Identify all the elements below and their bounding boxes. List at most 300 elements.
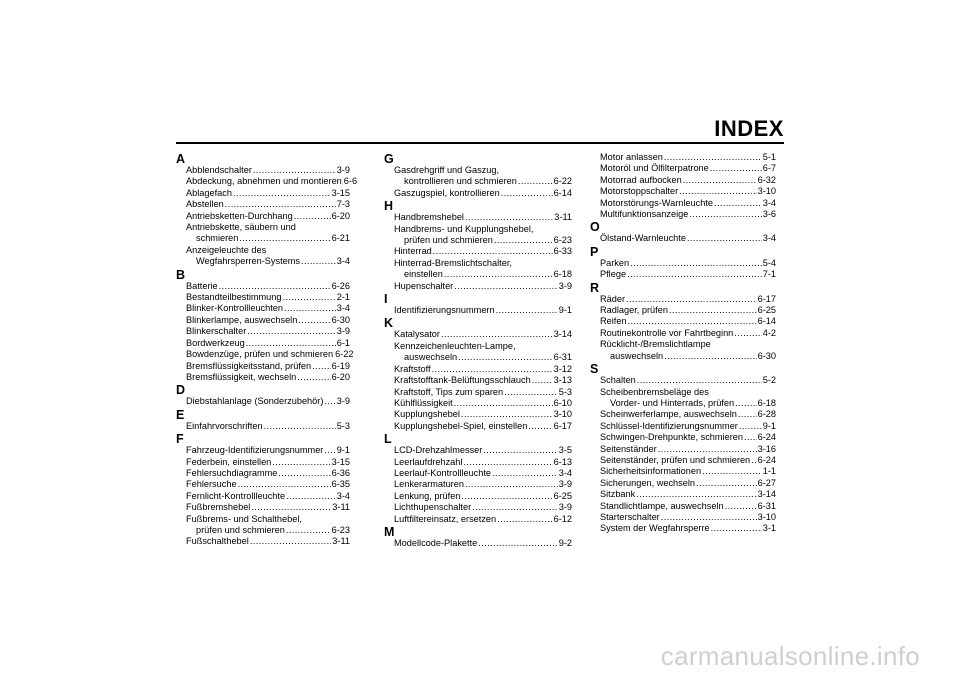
index-entry[interactable]	[600, 233, 776, 244]
index-entry-text: Gaszugspiel, kontrollieren	[394, 187, 500, 198]
index-entry-text: Ölstand-Warnleuchte	[600, 233, 686, 244]
dot-leader	[472, 502, 558, 513]
dot-leader	[454, 281, 557, 292]
index-page-number: 3-16	[757, 443, 776, 454]
dot-leader	[225, 199, 336, 210]
index-entry-text: Anzeigeleuchte des	[186, 244, 267, 255]
index-page-number: 2-1	[336, 292, 350, 303]
index-entry-text: Bordwerkzeug	[186, 337, 245, 348]
index-entry-text: Sicherheitsinformationen	[600, 466, 702, 477]
dot-leader	[501, 188, 553, 199]
index-entry-text: Kraftstofftank-Belüftungsschlauch	[394, 375, 531, 386]
index-page-number: 6-17	[553, 420, 572, 431]
index-entry-text: Seitenständer, prüfen und schmieren	[600, 454, 751, 465]
index-entry[interactable]	[186, 457, 350, 468]
index-entry-text: Ablagefach	[186, 187, 232, 198]
dot-leader	[278, 468, 330, 479]
dot-leader	[247, 326, 335, 337]
index-entry[interactable]	[600, 523, 776, 534]
dot-leader	[679, 186, 756, 197]
index-entry-text: Antriebskette, säubern und	[186, 222, 296, 233]
dot-leader	[441, 329, 553, 340]
index-entry[interactable]	[394, 281, 572, 292]
index-entry-text: Abblendschalter	[186, 165, 252, 175]
index-page-number: 9-2	[558, 537, 572, 548]
index-letter-heading: K	[384, 316, 394, 331]
index-page-number: 6-7	[762, 163, 776, 174]
index-entry-text: Sitzbank	[600, 489, 636, 500]
index-entry[interactable]	[600, 198, 776, 209]
index-page-number: 6-22	[553, 176, 572, 187]
index-entry[interactable]	[600, 209, 776, 220]
index-page-number: 6-18	[553, 269, 572, 280]
index-entry[interactable]	[186, 303, 350, 314]
dot-leader	[628, 316, 757, 327]
index-column-1	[176, 152, 358, 548]
index-entry[interactable]	[600, 375, 776, 386]
index-page-number: 3-10	[757, 186, 776, 197]
index-entry-text: Räder	[600, 293, 626, 304]
index-entry-text: Motorstoppschalter	[600, 186, 679, 197]
index-entry[interactable]	[394, 457, 572, 468]
index-entry[interactable]	[394, 538, 572, 549]
index-entry[interactable]	[394, 502, 572, 513]
index-page-number: 6-14	[757, 316, 776, 327]
index-entry-text: einstellen	[404, 269, 443, 280]
dot-leader	[518, 176, 553, 187]
index-entry[interactable]	[186, 211, 350, 222]
dot-leader	[630, 258, 762, 269]
index-letter-heading: O	[590, 220, 600, 235]
index-page-number: 4-2	[762, 327, 776, 338]
index-letter-heading: H	[384, 199, 394, 214]
dot-leader	[264, 421, 336, 432]
index-page-number: 6-26	[331, 280, 350, 291]
index-page-number: 5-4	[762, 257, 776, 268]
index-entry-text: Multifunktionsanzeige	[600, 209, 689, 220]
dot-leader	[251, 502, 331, 513]
dot-leader	[626, 294, 757, 305]
index-entry-text: Diebstahlanlage (Sonderzubehör)	[186, 396, 324, 407]
index-entry-text: Handbremshebel	[394, 212, 464, 223]
index-page-number: 3-6	[762, 209, 776, 220]
index-page-number: 6-32	[757, 174, 776, 185]
dot-leader	[253, 165, 336, 176]
index-entry[interactable]	[600, 512, 776, 523]
index-entry-text: auswechseln	[610, 350, 664, 361]
index-page-number: 3-11	[332, 536, 350, 547]
dot-leader	[528, 421, 552, 432]
index-entry[interactable]	[186, 479, 350, 490]
index-entry-text: Abdeckung, abnehmen und montieren	[186, 176, 342, 187]
index-entry-text: Radlager, prüfen	[600, 305, 668, 316]
index-entry-text: Blinker-Kontrollleuchten	[186, 303, 284, 314]
index-entry[interactable]	[600, 316, 776, 327]
index-entry[interactable]	[186, 245, 350, 268]
dot-leader	[658, 444, 757, 455]
index-entry[interactable]	[186, 222, 350, 245]
index-page-number: 7-3	[336, 199, 350, 210]
index-entry-text: Schlüssel-Identifizierungsnummer	[600, 420, 738, 431]
index-entry-text: Standlichtlampe, auswechseln	[600, 500, 724, 511]
index-page-number: 3-4	[558, 467, 572, 478]
index-entry[interactable]	[186, 176, 358, 187]
index-letter-heading: B	[176, 267, 186, 282]
index-entry[interactable]	[394, 398, 572, 409]
index-page-number: 5-3	[558, 386, 572, 397]
index-page-number: 6-24	[757, 454, 776, 465]
index-entry-text: Lenkung, prüfen	[394, 490, 461, 501]
index-page-number: 3-14	[553, 329, 572, 340]
index-entry[interactable]	[600, 478, 776, 489]
dot-leader	[233, 188, 331, 199]
index-page-number: 6-30	[331, 314, 350, 325]
index-entry-text: Blinkerlampe, auswechseln	[186, 314, 298, 325]
dot-leader	[238, 479, 331, 490]
index-entry-text: prüfen und schmieren	[196, 524, 285, 535]
index-entry[interactable]	[394, 479, 572, 490]
index-page-number: 9-1	[762, 420, 776, 431]
index-entry[interactable]	[394, 468, 572, 479]
index-page-number: 3-9	[558, 502, 572, 513]
index-entry[interactable]	[186, 491, 350, 502]
index-entry-text: Scheibenbremsbeläge des	[600, 386, 709, 397]
index-page-number: 9-1	[558, 305, 572, 316]
index-letter-heading: P	[590, 244, 599, 259]
index-entry[interactable]	[186, 326, 350, 337]
index-entry[interactable]	[394, 224, 572, 247]
index-page-number: 3-9	[336, 165, 350, 175]
dot-leader	[664, 351, 756, 362]
index-entry-text: Sicherungen, wechseln	[600, 477, 695, 488]
dot-leader	[504, 387, 558, 398]
index-entry-text: Wegfahrsperren-Systems	[196, 256, 300, 267]
dot-leader	[739, 421, 762, 432]
dot-leader	[478, 538, 557, 549]
index-entry-text: Pflege	[600, 269, 627, 280]
dot-leader	[637, 375, 762, 386]
index-page-number: 3-4	[336, 490, 350, 501]
index-entry-text: Fußschalthebel	[186, 536, 249, 547]
index-entry-text: Vorder- und Hinterrads, prüfen	[610, 397, 735, 408]
index-entry[interactable]	[600, 432, 776, 443]
dot-leader	[735, 398, 757, 409]
dot-leader	[627, 269, 762, 280]
dot-leader	[463, 457, 552, 468]
index-page-number: 6-20	[331, 371, 350, 382]
index-entry-text: schmieren	[196, 233, 239, 244]
dot-leader	[294, 211, 331, 222]
dot-leader	[636, 489, 756, 500]
dot-leader	[461, 491, 552, 502]
index-entry-text: auswechseln	[404, 352, 458, 363]
index-page-number: 3-4	[762, 197, 776, 208]
index-page-number: 3-12	[553, 363, 572, 374]
index-entry[interactable]	[186, 199, 350, 210]
index-entry[interactable]	[394, 329, 572, 340]
index-page-number: 6-30	[757, 350, 776, 361]
index-page-number: 3-9	[558, 280, 572, 291]
index-entry-text: prüfen und schmieren	[404, 235, 493, 246]
index-letter-heading: L	[384, 432, 392, 447]
dot-leader	[465, 479, 558, 490]
index-entry[interactable]	[600, 163, 776, 174]
dot-leader	[283, 292, 336, 303]
index-entry-text: Handbrems- und Kupplungshebel,	[394, 223, 534, 234]
dot-leader	[458, 352, 552, 363]
index-entry-text: Fußbrems- und Schalthebel,	[186, 513, 302, 524]
dot-leader	[497, 514, 552, 525]
dot-leader	[738, 409, 757, 420]
dot-leader	[683, 175, 757, 186]
index-entry-text: Motorstörungs-Warnleuchte	[600, 197, 714, 208]
index-entry-text: Federbein, einstellen	[186, 456, 272, 467]
watermark: carmanualsonline.info	[660, 641, 920, 671]
index-entry-text: Abstellen	[186, 199, 224, 210]
index-entry-text: Fahrzeug-Identifizierungsnummer	[186, 445, 324, 456]
index-entry[interactable]	[600, 409, 776, 420]
index-page-number: 6-28	[757, 409, 776, 420]
index-entry[interactable]	[600, 305, 776, 316]
index-entry[interactable]	[394, 305, 572, 316]
index-entry[interactable]	[600, 269, 776, 280]
index-entry-text: Bremsflüssigkeitsstand, prüfen	[186, 360, 312, 371]
index-page-number: 3-4	[762, 233, 776, 244]
index-entry-text: Starterschalter	[600, 511, 660, 522]
dot-leader	[714, 198, 762, 209]
index-letter-heading: S	[590, 362, 599, 377]
index-column-3	[590, 152, 776, 535]
index-entry-text: Schalten	[600, 375, 636, 386]
dot-leader	[284, 303, 336, 314]
index-entry-text: Kupplungshebel-Spiel, einstellen	[394, 420, 528, 431]
dot-leader	[324, 445, 335, 456]
index-entry-text: Batterie	[186, 280, 218, 291]
index-entry-text: Kühlflüssigkeit	[394, 397, 453, 408]
index-entry[interactable]	[394, 165, 572, 188]
index-letter-heading: A	[176, 152, 186, 166]
index-entry-text: Gasdrehgriff und Gaszug,	[394, 165, 500, 175]
index-entry[interactable]	[186, 281, 350, 292]
dot-leader	[324, 396, 335, 407]
dot-leader	[286, 525, 331, 536]
index-entry[interactable]	[394, 514, 572, 525]
dot-leader	[297, 372, 330, 383]
index-entry-text: Motor anlassen	[600, 152, 663, 162]
index-entry-text: Hinterrad	[394, 246, 432, 257]
index-entry-text: Modellcode-Plakette	[394, 537, 478, 548]
index-page-number: 6-14	[553, 187, 572, 198]
index-page-number: 5-3	[336, 420, 350, 431]
index-entry-text: Reifen	[600, 316, 627, 327]
index-page-number: 6-31	[553, 352, 572, 363]
index-entry[interactable]	[600, 387, 776, 410]
index-entry-text: Seitenständer	[600, 443, 657, 454]
index-entry[interactable]	[186, 502, 350, 513]
index-entry-text: LCD-Drehzahlmesser	[394, 445, 483, 456]
dot-leader	[494, 235, 553, 246]
index-page-number: 3-10	[553, 409, 572, 420]
index-entry[interactable]	[394, 188, 572, 199]
dot-leader	[298, 315, 330, 326]
index-entry[interactable]	[186, 396, 350, 407]
index-entry[interactable]	[394, 375, 572, 386]
index-entry[interactable]	[600, 466, 776, 477]
index-page-number: 3-9	[558, 479, 572, 490]
index-page-number: 6-35	[331, 479, 350, 490]
index-entry[interactable]	[600, 152, 776, 163]
index-entry-text: Kupplungshebel	[394, 409, 460, 420]
index-entry[interactable]	[600, 186, 776, 197]
index-entry[interactable]	[186, 536, 350, 547]
index-page-number: 7-1	[762, 269, 776, 280]
index-entry[interactable]	[186, 445, 350, 456]
dot-leader	[286, 491, 336, 502]
index-entry-text: kontrollieren und schmieren	[404, 176, 517, 187]
index-entry-text: Blinkerschalter	[186, 326, 247, 337]
index-entry[interactable]	[186, 421, 350, 432]
index-page-number: 3-9	[336, 396, 350, 407]
index-entry[interactable]	[394, 341, 572, 364]
index-page-number: 6-24	[757, 432, 776, 443]
dot-leader	[696, 478, 757, 489]
index-entry[interactable]	[600, 421, 776, 432]
index-entry-text: Einfahrvorschriften	[186, 420, 263, 431]
dot-leader	[483, 445, 557, 456]
index-page-number: 6-36	[331, 467, 350, 478]
index-entry[interactable]	[186, 349, 354, 360]
index-page-number: 6-1	[336, 337, 350, 348]
index-page-number: 1-1	[762, 466, 776, 477]
index-entry[interactable]	[186, 165, 350, 176]
index-page-number: 3-15	[331, 187, 350, 198]
index-entry[interactable]	[600, 175, 776, 186]
index-entry[interactable]	[600, 501, 776, 512]
dot-leader	[725, 501, 757, 512]
index-entry-text: Routinekontrolle vor Fahrtbeginn	[600, 327, 734, 338]
index-entry-text: Kraftstoff	[394, 363, 431, 374]
dot-leader	[744, 432, 757, 443]
dot-leader	[444, 269, 553, 280]
index-page-number: 3-4	[336, 303, 350, 314]
index-page-number: 5-1	[762, 152, 776, 162]
index-entry[interactable]	[394, 421, 572, 432]
index-letter-heading: R	[590, 280, 600, 295]
index-entry-text: Rücklicht-/Bremslichtlampe	[600, 339, 711, 350]
index-entry-text: Fernlicht-Kontrollleuchte	[186, 490, 286, 501]
dot-leader	[465, 212, 553, 223]
index-entry[interactable]	[186, 514, 350, 537]
index-entry[interactable]	[186, 361, 350, 372]
index-entry-text: Lenkerarmaturen	[394, 479, 464, 490]
index-entry[interactable]	[394, 258, 572, 281]
dot-leader	[734, 328, 761, 339]
index-entry-text: Leerlaufdrehzahl	[394, 456, 463, 467]
dot-leader	[687, 233, 762, 244]
index-entry[interactable]	[186, 468, 350, 479]
index-page-number: 6-22	[335, 349, 354, 360]
index-page-number: 6-10	[553, 397, 572, 408]
index-entry[interactable]	[600, 455, 776, 466]
index-entry[interactable]	[186, 292, 350, 303]
index-page-number: 3-13	[553, 375, 572, 386]
index-entry-text: Fußbremshebel	[186, 502, 251, 513]
dot-leader	[661, 512, 757, 523]
index-entry[interactable]	[600, 444, 776, 455]
index-entry[interactable]	[394, 409, 572, 420]
index-entry-text: Lichthupenschalter	[394, 502, 472, 513]
index-column-2	[384, 152, 572, 549]
index-page-number: 6-23	[553, 235, 572, 246]
index-entry[interactable]	[394, 246, 572, 257]
index-entry[interactable]	[186, 315, 350, 326]
index-entry-text: Antriebsketten-Durchhang	[186, 210, 293, 221]
index-entry[interactable]	[186, 338, 350, 349]
dot-leader	[461, 409, 553, 420]
dot-leader	[702, 466, 762, 477]
dot-leader	[689, 209, 761, 220]
index-page-number: 5-2	[762, 375, 776, 386]
index-page-number: 6-25	[757, 305, 776, 316]
index-entry[interactable]	[600, 339, 776, 362]
index-entry-text: Schwingen-Drehpunkte, schmieren	[600, 432, 743, 443]
index-entry-text: Kennzeichenleuchten-Lampe,	[394, 340, 516, 351]
index-entry[interactable]	[394, 364, 572, 375]
index-page-number: 3-11	[554, 212, 572, 223]
index-entry[interactable]	[186, 372, 350, 383]
index-page-number: 6-12	[553, 513, 572, 524]
index-entry[interactable]	[394, 387, 572, 398]
index-page-number: 3-1	[762, 523, 776, 534]
index-entry[interactable]	[600, 489, 776, 500]
index-letter-heading: I	[384, 292, 388, 307]
index-entry-text: Fehlersuche	[186, 479, 237, 490]
index-entry[interactable]	[186, 188, 350, 199]
index-entry-text: Motorrad aufbocken	[600, 174, 682, 185]
index-entry-text: Parken	[600, 257, 630, 268]
index-letter-heading: G	[384, 152, 394, 166]
dot-leader	[239, 233, 330, 244]
index-entry[interactable]	[394, 212, 572, 223]
index-letter-heading: D	[176, 383, 186, 398]
index-entry-text: Scheinwerferlampe, auswechseln	[600, 409, 737, 420]
dot-leader	[454, 398, 553, 409]
dot-leader	[272, 457, 330, 468]
index-entry[interactable]	[600, 258, 776, 269]
dot-leader	[250, 536, 331, 547]
dot-leader	[492, 468, 558, 479]
index-page-number: 6-31	[757, 500, 776, 511]
index-entry-text: Luftfiltereinsatz, ersetzen	[394, 513, 497, 524]
index-page-number: 6-19	[331, 360, 350, 371]
index-entry[interactable]	[600, 294, 776, 305]
index-entry-text: Bremsflüssigkeit, wechseln	[186, 371, 297, 382]
page-title: INDEX	[714, 116, 784, 141]
index-page-number: 3-11	[332, 502, 350, 513]
index-page-number: 3-5	[558, 445, 572, 456]
index-entry-text: Katalysator	[394, 329, 440, 340]
index-letter-heading: F	[176, 432, 184, 447]
index-page-number: 3-14	[757, 489, 776, 500]
index-entry[interactable]	[394, 445, 572, 456]
index-entry[interactable]	[394, 491, 572, 502]
dot-leader	[664, 152, 762, 163]
index-page-number: 6-23	[331, 524, 350, 535]
index-entry-text: Bestandteilbestimmung	[186, 292, 282, 303]
index-page-number: 6-33	[553, 246, 572, 257]
index-page-number: 6-27	[757, 477, 776, 488]
index-entry[interactable]	[600, 328, 776, 339]
